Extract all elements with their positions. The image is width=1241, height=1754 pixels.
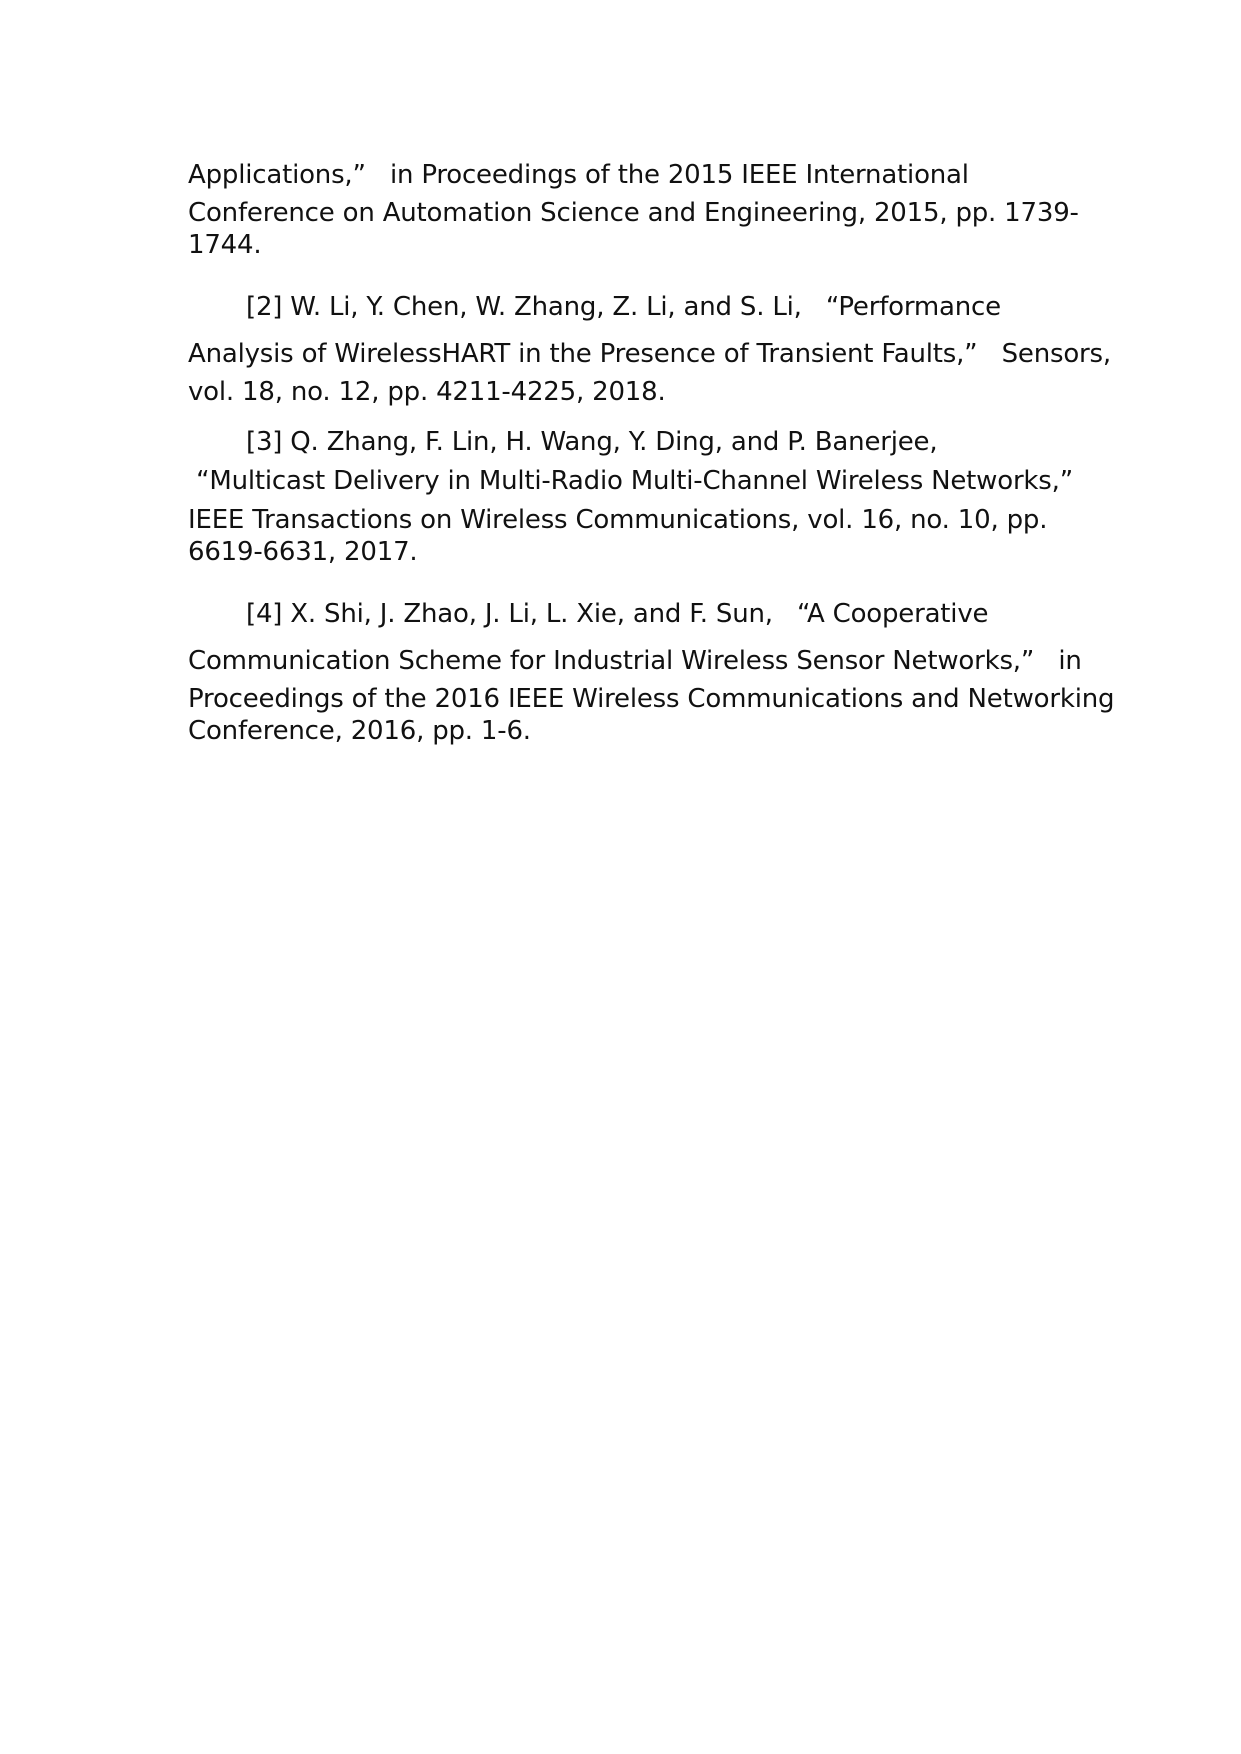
- reference-line: [3] Q. Zhang, F. Lin, H. Wang, Y. Ding, and P. Banerjee,: [246, 427, 938, 457]
- reference-line: Proceedings of the 2016 IEEE Wireless Communications and Networking: [188, 684, 1115, 714]
- reference-line: Conference on Automation Science and Engineering, 2015, pp. 1739-: [188, 198, 1079, 228]
- reference-line: Applications,” in Proceedings of the 2015 IEEE International: [188, 160, 969, 190]
- reference-line: Conference, 2016, pp. 1-6.: [188, 716, 531, 746]
- reference-line: Analysis of WirelessHART in the Presence of Transient Faults,” Sensors,: [188, 339, 1111, 369]
- reference-line: [4] X. Shi, J. Zhao, J. Li, L. Xie, and F. Sun, “A Cooperative: [246, 599, 989, 629]
- reference-line: IEEE Transactions on Wireless Communications, vol. 16, no. 10, pp.: [188, 505, 1048, 535]
- reference-line: 6619-6631, 2017.: [188, 537, 418, 567]
- reference-line: “Multicast Delivery in Multi-Radio Multi-Channel Wireless Networks,”: [188, 466, 1073, 496]
- reference-line: Communication Scheme for Industrial Wireless Sensor Networks,” in: [188, 646, 1082, 676]
- reference-line: vol. 18, no. 12, pp. 4211-4225, 2018.: [188, 377, 666, 407]
- reference-line: [2] W. Li, Y. Chen, W. Zhang, Z. Li, and S. Li, “Performance: [246, 292, 1001, 322]
- reference-line: 1744.: [188, 230, 262, 260]
